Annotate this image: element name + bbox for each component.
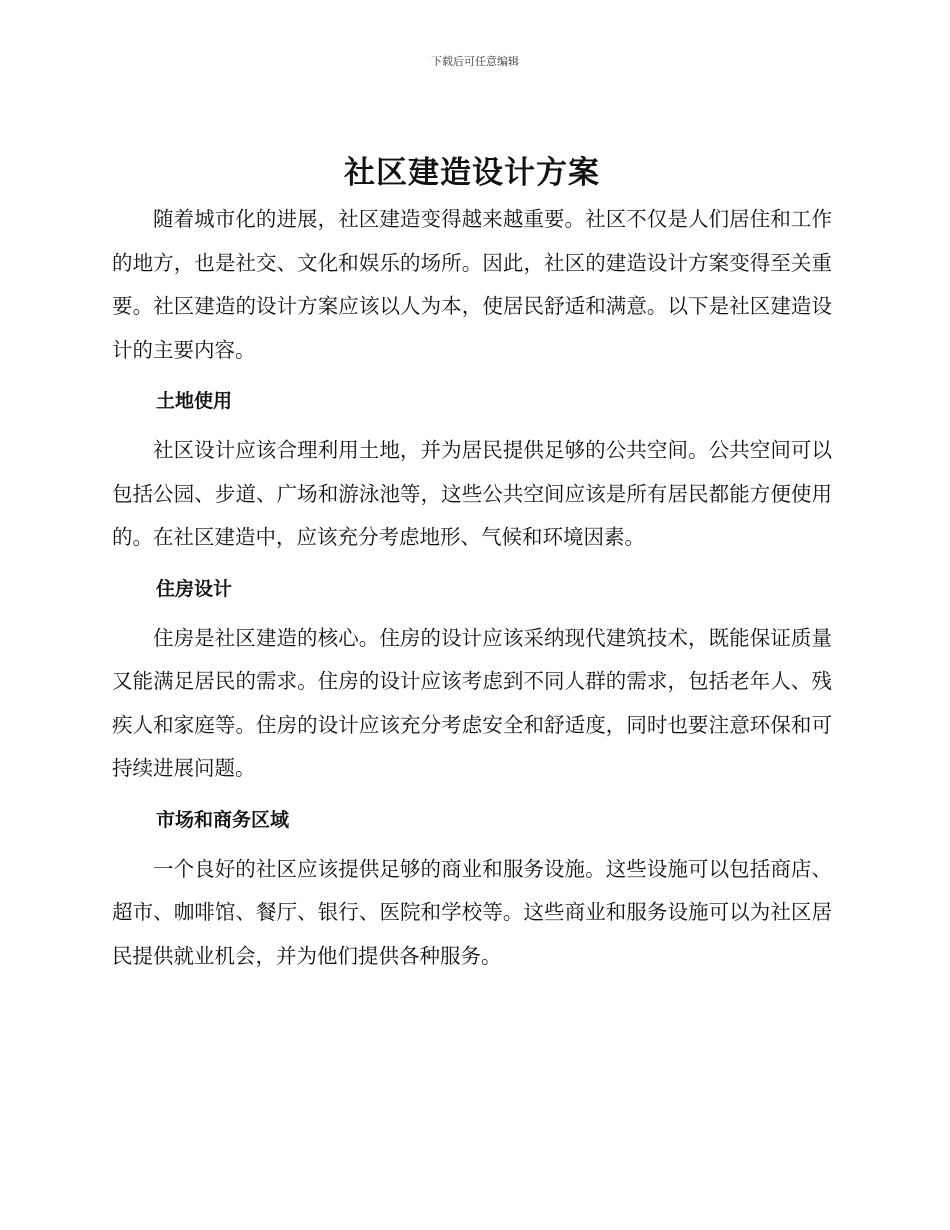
document-body xyxy=(112,150,832,978)
section-body-land-use: 社区设计应该合理利用土地，并为居民提供足够的公共空间。公共空间可以包括公园、步道、广场和游泳池等，这些公共空间应该是所有居民都能方便使用的。在社区建造中，应该充分考虑地形、气候和环境因素。 xyxy=(112,438,832,549)
section-heading-market-business: 市场和商务区域 xyxy=(156,808,290,831)
document-title: 社区建造设计方案 xyxy=(344,155,600,191)
intro-paragraph: 随着城市化的进展，社区建造变得越来越重要。社区不仅是人们居住和工作的地方，也是社交、文化和娱乐的场所。因此，社区的建造设计方案变得至关重要。社区建造的设计方案应该以人为本，使居民舒适和满意。以下是社区建造设计的主要内容。 xyxy=(112,207,832,362)
page-header-note: 下载后可任意编辑 xyxy=(431,55,519,68)
section-body-market-business: 一个良好的社区应该提供足够的商业和服务设施。这些设施可以包括商店、超市、咖啡馆、餐厅、银行、医院和学校等。这些商业和服务设施可以为社区居民提供就业机会，并为他们提供各种服务。 xyxy=(112,856,832,968)
section-heading-land-use: 土地使用 xyxy=(156,390,233,412)
section-body-housing-design: 住房是社区建造的核心。住房的设计应该采纳现代建筑技术，既能保证质量又能满足居民的需求。住房的设计应该考虑到不同人群的需求，包括老年人、残疾人和家庭等。住房的设计应该充分考虑安全和舒适度，同时也要注意环保和可持续进展问题。 xyxy=(112,625,832,780)
section-heading-housing-design: 住房设计 xyxy=(156,577,233,600)
